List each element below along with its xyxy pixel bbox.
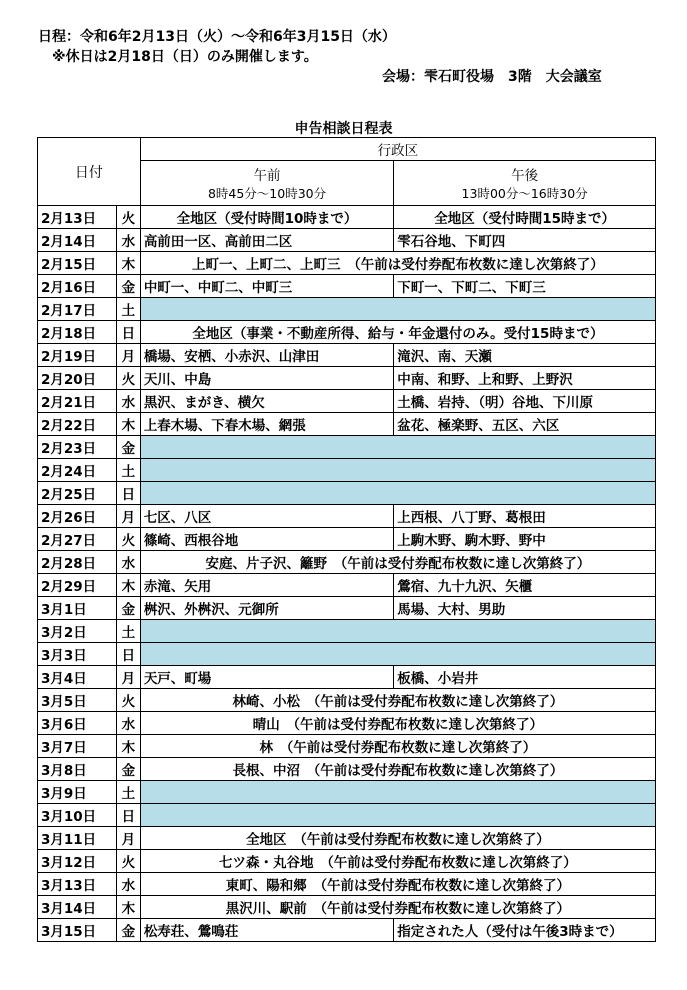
row-date: 3月2日: [38, 620, 117, 643]
holiday-cell: [140, 482, 655, 505]
table-row: [38, 436, 656, 459]
row-weekday: 火: [116, 206, 140, 229]
table-row: [38, 482, 656, 505]
row-weekday: 木: [116, 735, 140, 758]
row-weekday: 木: [116, 574, 140, 597]
row-full-day: 林崎、小松 （午前は受付券配布枚数に達し次第終了）: [140, 689, 655, 712]
row-date: 3月11日: [38, 827, 117, 850]
schedule-table: [37, 137, 656, 942]
row-weekday: 水: [116, 390, 140, 413]
row-date: 2月17日: [38, 298, 117, 321]
row-date: 3月6日: [38, 712, 117, 735]
table-row: [38, 873, 656, 896]
row-am: 松寿荘、鶯鳴荘: [140, 919, 393, 942]
row-date: 3月1日: [38, 597, 117, 620]
table-row: [38, 574, 656, 597]
table-row: [38, 229, 656, 252]
row-date: 2月13日: [38, 206, 117, 229]
row-date: 2月15日: [38, 252, 117, 275]
row-weekday: 火: [116, 689, 140, 712]
am-label: 午前: [253, 168, 281, 184]
holiday-cell: [140, 620, 655, 643]
row-full-day: 全地区（事業・不動産所得、給与・年金還付のみ。受付15時まで）: [140, 321, 655, 344]
table-row: [38, 827, 656, 850]
row-pm: 盆花、極楽野、五区、六区: [394, 413, 656, 436]
table-row: [38, 919, 656, 942]
am-header: [140, 161, 393, 206]
table-row: [38, 206, 656, 229]
row-am: 七区、八区: [140, 505, 393, 528]
table-row: [38, 597, 656, 620]
row-weekday: 水: [116, 712, 140, 735]
row-full-day: 林 （午前は受付券配布枚数に達し次第終了）: [140, 735, 655, 758]
pm-time: 13時00分～16時30分: [461, 186, 588, 201]
table-title: 申告相談日程表: [294, 121, 393, 137]
row-pm: 滝沢、南、天瀬: [394, 344, 656, 367]
am-time: 8時45分～10時30分: [207, 186, 327, 201]
row-weekday: 金: [116, 436, 140, 459]
row-date: 3月7日: [38, 735, 117, 758]
row-date: 3月12日: [38, 850, 117, 873]
row-am: 上春木場、下春木場、網張: [140, 413, 393, 436]
row-weekday: 土: [116, 781, 140, 804]
table-row: [38, 367, 656, 390]
holiday-cell: [140, 459, 655, 482]
row-date: 3月13日: [38, 873, 117, 896]
row-weekday: 土: [116, 459, 140, 482]
table-row: [38, 689, 656, 712]
row-date: 2月18日: [38, 321, 117, 344]
row-pm: 土橋、岩持、（明）谷地、下川原: [394, 390, 656, 413]
table-row: [38, 804, 656, 827]
table-row: [38, 321, 656, 344]
table-row: [38, 781, 656, 804]
row-pm: 板橋、小岩井: [394, 666, 656, 689]
table-row: [38, 712, 656, 735]
table-row: [38, 252, 656, 275]
row-date: 2月27日: [38, 528, 117, 551]
table-row: [38, 413, 656, 436]
row-am: 黒沢、まがき、横欠: [140, 390, 393, 413]
row-weekday: 日: [116, 643, 140, 666]
row-full-day: 東町、陽和郷 （午前は受付券配布枚数に達し次第終了）: [140, 873, 655, 896]
row-date: 3月5日: [38, 689, 117, 712]
table-row: [38, 896, 656, 919]
district-header: 行政区: [140, 138, 655, 161]
holiday-cell: [140, 298, 655, 321]
row-weekday: 月: [116, 344, 140, 367]
row-am: 橋場、安栖、小赤沢、山津田: [140, 344, 393, 367]
row-weekday: 木: [116, 896, 140, 919]
table-row: [38, 735, 656, 758]
row-weekday: 金: [116, 275, 140, 298]
row-am: 全地区（受付時間10時まで）: [140, 206, 393, 229]
row-weekday: 木: [116, 252, 140, 275]
row-date: 2月23日: [38, 436, 117, 459]
table-row: [38, 666, 656, 689]
pm-label: 午後: [511, 168, 539, 184]
row-am: 天戸、町場: [140, 666, 393, 689]
row-date: 2月14日: [38, 229, 117, 252]
table-row: [38, 620, 656, 643]
table-row: [38, 850, 656, 873]
row-date: 2月24日: [38, 459, 117, 482]
row-weekday: 土: [116, 298, 140, 321]
holiday-cell: [140, 643, 655, 666]
row-am: 桝沢、外桝沢、元御所: [140, 597, 393, 620]
table-row: [38, 275, 656, 298]
row-am: 中町一、中町二、中町三: [140, 275, 393, 298]
table-row: [38, 758, 656, 781]
row-date: 3月10日: [38, 804, 117, 827]
row-weekday: 火: [116, 850, 140, 873]
row-weekday: 金: [116, 597, 140, 620]
row-date: 3月14日: [38, 896, 117, 919]
row-date: 2月16日: [38, 275, 117, 298]
row-weekday: 日: [116, 482, 140, 505]
row-weekday: 水: [116, 873, 140, 896]
row-date: 3月3日: [38, 643, 117, 666]
row-weekday: 月: [116, 666, 140, 689]
date-header: 日付: [38, 138, 141, 206]
row-date: 2月28日: [38, 551, 117, 574]
row-date: 3月9日: [38, 781, 117, 804]
table-row: [38, 551, 656, 574]
row-pm: 全地区（受付時間15時まで）: [394, 206, 656, 229]
row-date: 2月29日: [38, 574, 117, 597]
row-date: 3月8日: [38, 758, 117, 781]
row-am: 赤滝、矢用: [140, 574, 393, 597]
table-row: [38, 505, 656, 528]
holiday-cell: [140, 436, 655, 459]
table-row: [38, 528, 656, 551]
row-full-day: 全地区 （午前は受付券配布枚数に達し次第終了）: [140, 827, 655, 850]
row-full-day: 長根、中沼 （午前は受付券配布枚数に達し次第終了）: [140, 758, 655, 781]
table-row: [38, 643, 656, 666]
schedule-body: [38, 206, 656, 942]
venue: 会場：雫石町役場 3階 大会議室: [382, 69, 602, 85]
row-pm: 鶯宿、九十九沢、矢櫃: [394, 574, 656, 597]
pm-header: [394, 161, 656, 206]
row-date: 2月19日: [38, 344, 117, 367]
row-am: 高前田一区、高前田二区: [140, 229, 393, 252]
table-row: [38, 390, 656, 413]
row-pm: 上駒木野、駒木野、野中: [394, 528, 656, 551]
row-weekday: 月: [116, 505, 140, 528]
row-full-day: 黒沢川、駅前 （午前は受付券配布枚数に達し次第終了）: [140, 896, 655, 919]
row-am: 天川、中島: [140, 367, 393, 390]
row-date: 3月4日: [38, 666, 117, 689]
row-weekday: 金: [116, 919, 140, 942]
row-pm: 雫石谷地、下町四: [394, 229, 656, 252]
row-am: 篠崎、西根谷地: [140, 528, 393, 551]
schedule-period: 日程：令和6年2月13日（火）～令和6年3月15日（水）: [38, 29, 396, 45]
row-weekday: 木: [116, 413, 140, 436]
row-pm: 馬場、大村、男助: [394, 597, 656, 620]
row-weekday: 火: [116, 528, 140, 551]
holiday-cell: [140, 804, 655, 827]
row-date: 2月20日: [38, 367, 117, 390]
row-weekday: 水: [116, 229, 140, 252]
row-date: 2月21日: [38, 390, 117, 413]
row-pm: 上西根、八丁野、葛根田: [394, 505, 656, 528]
table-row: [38, 459, 656, 482]
table-row: [38, 298, 656, 321]
row-full-day: 七ツ森・丸谷地 （午前は受付券配布枚数に達し次第終了）: [140, 850, 655, 873]
row-weekday: 日: [116, 321, 140, 344]
row-weekday: 水: [116, 551, 140, 574]
row-weekday: 日: [116, 804, 140, 827]
row-date: 2月26日: [38, 505, 117, 528]
row-full-day: 上町一、上町二、上町三 （午前は受付券配布枚数に達し次第終了）: [140, 252, 655, 275]
row-weekday: 金: [116, 758, 140, 781]
row-weekday: 月: [116, 827, 140, 850]
row-weekday: 火: [116, 367, 140, 390]
table-row: [38, 344, 656, 367]
row-full-day: 晴山 （午前は受付券配布枚数に達し次第終了）: [140, 712, 655, 735]
row-weekday: 土: [116, 620, 140, 643]
row-pm: 下町一、下町二、下町三: [394, 275, 656, 298]
row-date: 2月22日: [38, 413, 117, 436]
row-pm: 中南、和野、上和野、上野沢: [394, 367, 656, 390]
row-pm: 指定された人（受付は午後3時まで）: [394, 919, 656, 942]
holiday-cell: [140, 781, 655, 804]
row-full-day: 安庭、片子沢、籬野 （午前は受付券配布枚数に達し次第終了）: [140, 551, 655, 574]
holiday-note: ※休日は2月18日（日）のみ開催します。: [52, 49, 318, 65]
row-date: 2月25日: [38, 482, 117, 505]
row-date: 3月15日: [38, 919, 117, 942]
